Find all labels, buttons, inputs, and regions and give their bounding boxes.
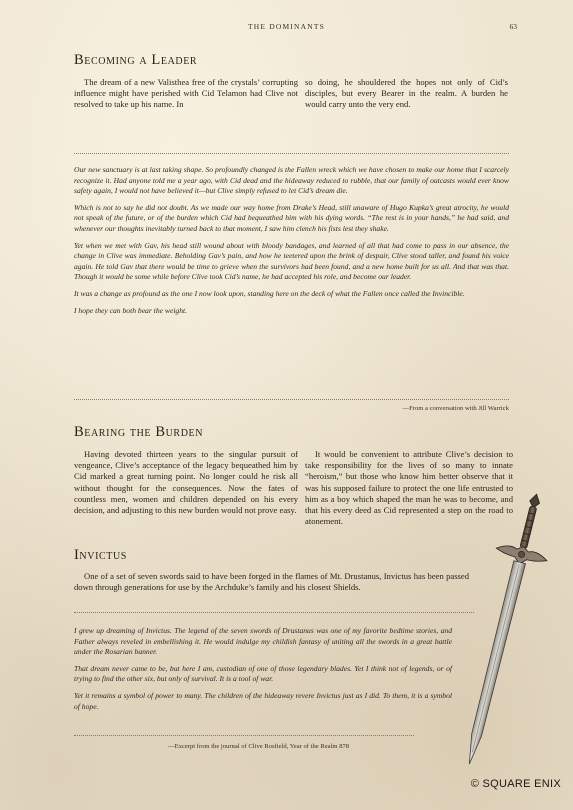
quote2-paragraph: Yet it remains a symbol of power to many. The children of the hideaway revere Invictus just as I did. To them, it is a symbol of hope. xyxy=(74,690,452,711)
quote1-top-rule xyxy=(74,153,509,154)
section-heading-invictus: Invictus xyxy=(74,547,127,563)
section2-column-1 xyxy=(74,449,298,516)
section-heading-bearing-the-burden: Bearing the Burden xyxy=(74,424,204,440)
quote1-bottom-rule xyxy=(74,399,509,400)
quote2-paragraph: I grew up dreaming of Invictus. The legend of the seven swords of Drustanus was one of my favorite bedtime stories, and Father always reveled in embellishing it. He would indulge my childish fantasy of uniting all the swords in a great battle under the Rosarian banner. xyxy=(74,626,452,657)
section1-column-2 xyxy=(305,77,508,111)
section1-col2-paragraph: so doing, he shouldered the hopes not only of Cid’s disciples, but every Bearer in the realm. A burden he would carry unto the very end. xyxy=(305,77,508,110)
section1-column-1 xyxy=(74,77,298,111)
section3-body xyxy=(74,571,469,593)
copyright-notice: © SQUARE ENIX xyxy=(470,778,561,790)
quote2-paragraph: That dream never came to be, but here I am, custodian of one of those legendary blades. Yet I think not of legends, or of trying to find the other six, but only of survival. It is a tool of war. xyxy=(74,663,452,684)
section1-col1-paragraph: The dream of a new Valisthea free of the crystals’ corrupting influence might have perished with Cid Telamon had Clive not resolved to take up his name. In xyxy=(74,77,298,110)
section-heading-becoming-a-leader: Becoming a Leader xyxy=(74,52,198,68)
quote1-block xyxy=(74,165,509,322)
quote2-top-rule xyxy=(74,612,474,613)
quote1-paragraph: I hope they can both bear the weight. xyxy=(74,305,188,315)
section2-col1-paragraph: Having devoted thirteen years to the singular pursuit of vengeance, Clive’s acceptance of the legacy bequeathed him by Cid marked a great turning point. No longer could he risk all without thought for the consequences. Now the fates of countless men, women and children depended on his every decision, and adjusting to this new burden would not prove easy. xyxy=(74,449,298,516)
page-number: 63 xyxy=(509,22,517,31)
section3-paragraph: One of a set of seven swords said to have been forged in the flames of Mt. Drustanus, Invictus has been passed down through generations for use by the Archduke’s family and his closest Shields. xyxy=(74,571,469,593)
section2-col2-paragraph: It would be convenient to attribute Clive’s decision to take responsibility for the lives of so many to innate “heroism,” but those who know him better observe that it was his supposed failure to protect the one life entrusted to him as a boy which shaped the man he was to become, and that his every deed as Cid represented a step on the road to atonement. xyxy=(305,449,513,527)
quote1-paragraph: Our new sanctuary is at last taking shape. So profoundly changed is the Fallen wreck which we have chosen to make our home that I scarcely recognize it. Had anyone told me a year ago, with Cid dead and the hideaway reduced to rubble, that our family of outcasts would ever know safety again, I would not have believed it—but Clive simply refused to let Cid’s dream die. xyxy=(74,165,509,196)
quote2-block xyxy=(74,626,452,718)
sword-icon xyxy=(452,488,552,778)
quote1-attribution: —From a conversation with Jill Warrick xyxy=(402,405,509,412)
quote1-paragraph: Yet when we met with Gav, his head still wound about with bloody bandages, and learned of all that had come to pass in our absence, the change in Clive was immediate. Beholding Gav’s pain, and how he teetered upon the brink of despair, Clive stood taller, and found his voice again. He told Gav that there would be time to grieve when the survivors had been found, and a new home built for us all. And that was that. Though it would be some while before Clive took Cid’s name, he had accepted his role, and become our leader. xyxy=(74,240,509,282)
quote2-attribution: —Excerpt from the journal of Clive Rosfield, Year of the Realm 878 xyxy=(168,743,350,750)
quote2-bottom-rule xyxy=(74,735,414,736)
quote1-paragraph: It was a change as profound as the one I now look upon, standing here on the deck of what the Fallen once called the Invincible. xyxy=(74,288,465,298)
quote1-paragraph: Which is not to say he did not doubt. As we made our way home from Drake’s Head, still unaware of Hugo Kupka’s great atrocity, he would not speak of the future, or of the burden which Cid had bequeathed him with his dying words. “The rest is in your hands,” he had said, and whenever our thoughts inevitably turned back to that moment, I saw him clench his fists lest they shake. xyxy=(74,202,509,233)
running-header: THE DOMINANTS xyxy=(247,22,326,31)
